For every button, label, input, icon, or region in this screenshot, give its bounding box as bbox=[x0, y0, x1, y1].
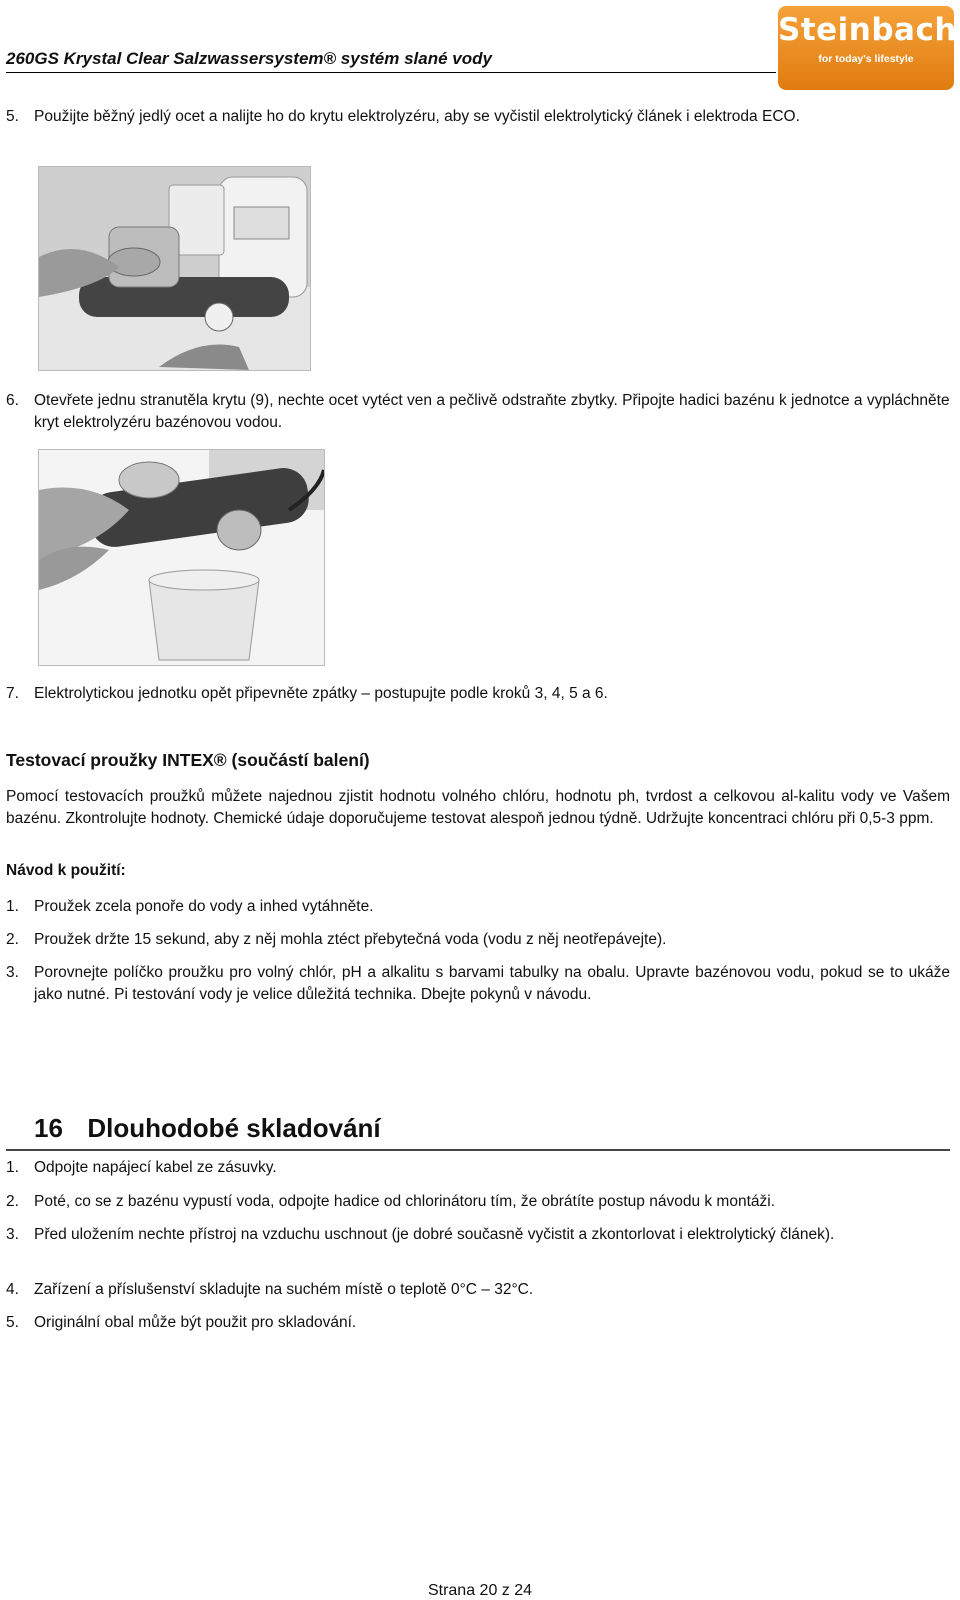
step-number: 4. bbox=[6, 1281, 19, 1298]
page-number: Strana 20 z 24 bbox=[427, 1582, 533, 1599]
step-number: 1. bbox=[6, 1159, 19, 1176]
photo-vinegar-cleaning-image bbox=[39, 167, 310, 370]
step-text: Použijte běžný jedlý ocet a nalijte ho do krytu elektrolyzéru, aby se vyčistil elektrolytický článek i elektroda ECO. bbox=[34, 108, 800, 125]
photo-rinse-housing bbox=[38, 449, 325, 666]
step-text: Otevřete jednu stranutěla krytu (9), nechte ocet vytéct ven a pečlivě odstraňte zbytky. Připojte hadici bazénu k jednotce a vypláchněte kryt elektrolyzéru bazénovou vodou. bbox=[34, 392, 950, 431]
usage-heading: Návod k použití: bbox=[6, 862, 126, 879]
step-number: 5. bbox=[6, 108, 19, 125]
logo-tagline: for today's lifestyle bbox=[818, 53, 914, 65]
test-strips-heading: Testovací proužky INTEX® (součástí balení) bbox=[6, 750, 370, 770]
cleaning-step-5 bbox=[6, 106, 950, 128]
storage-step-5 bbox=[6, 1312, 950, 1334]
step-text: Porovnejte políčko proužku pro volný chlór, pH a alkalitu s barvami tabulky na obalu. Upravte bazénovou vodu, pokud se to ukáže jako nutné. Pi testování vody je velice důležitá technika. Dbejte pokynů v návodu. bbox=[34, 964, 950, 1003]
step-text: Před uložením nechte přístroj na vzduchu uschnout (je dobré současně vyčistit a zkontorlovat i elektrolytický článek). bbox=[34, 1226, 835, 1243]
step-text: Zařízení a příslušenství skladujte na suchém místě o teplotě 0°C – 32°C. bbox=[34, 1281, 534, 1298]
step-text: Odpojte napájecí kabel ze zásuvky. bbox=[34, 1159, 277, 1176]
page-header bbox=[0, 0, 960, 90]
step-number: 3. bbox=[6, 964, 19, 981]
document-title: 260GS Krystal Clear Salzwassersystem® systém slané vody bbox=[6, 49, 492, 68]
step-number: 5. bbox=[6, 1314, 19, 1331]
step-text: Proužek zcela ponoře do vody a inhed vytáhněte. bbox=[34, 898, 374, 915]
section-heading-storage bbox=[34, 1113, 381, 1144]
section-number: 16 bbox=[34, 1113, 63, 1143]
step-number: 7. bbox=[6, 685, 19, 702]
test-strips-intro: Pomocí testovacích proužků můžete najednou zjistit hodnotu volného chlóru, hodnotu ph, tvrdost a celkovou al-kalitu vody ve Vašem bazénu. Zkontrolujte hodnoty. Chemické údaje doporučujeme testovat alespoň jednou týdně. Udržujte koncentraci chlóru při 0,5-3 ppm. bbox=[6, 788, 950, 827]
test-step-1 bbox=[6, 896, 950, 918]
cleaning-step-7 bbox=[6, 683, 950, 705]
photo-vinegar-cleaning bbox=[38, 166, 311, 371]
header-divider bbox=[6, 72, 776, 73]
steinbach-logo bbox=[778, 6, 957, 90]
step-text: Proužek držte 15 sekund, aby z něj mohla ztéct přebytečná voda (vodu z něj neotřepávejte). bbox=[34, 931, 667, 948]
step-text: Poté, co se z bazénu vypustí voda, odpojte hadice od chlorinátoru tím, že obrátíte postup návodu k montáži. bbox=[34, 1193, 776, 1210]
cleaning-step-6 bbox=[6, 390, 950, 434]
section-title: Dlouhodobé skladování bbox=[87, 1113, 381, 1143]
step-number: 2. bbox=[6, 931, 19, 948]
step-number: 6. bbox=[6, 392, 19, 409]
step-text: Originální obal může být použit pro skladování. bbox=[34, 1314, 357, 1331]
storage-step-4 bbox=[6, 1279, 950, 1301]
storage-step-3 bbox=[6, 1224, 950, 1246]
storage-step-2 bbox=[6, 1191, 950, 1213]
test-step-2 bbox=[6, 929, 950, 951]
step-number: 1. bbox=[6, 898, 19, 915]
logo-name: Steinbach bbox=[778, 12, 957, 48]
section-divider bbox=[6, 1149, 950, 1151]
step-number: 3. bbox=[6, 1226, 19, 1243]
photo-rinse-housing-image bbox=[39, 450, 324, 665]
storage-step-1 bbox=[6, 1157, 950, 1179]
step-number: 2. bbox=[6, 1193, 19, 1210]
step-text: Elektrolytickou jednotku opět připevněte zpátky – postupujte podle kroků 3, 4, 5 a 6. bbox=[34, 685, 608, 702]
test-step-3 bbox=[6, 962, 950, 1006]
